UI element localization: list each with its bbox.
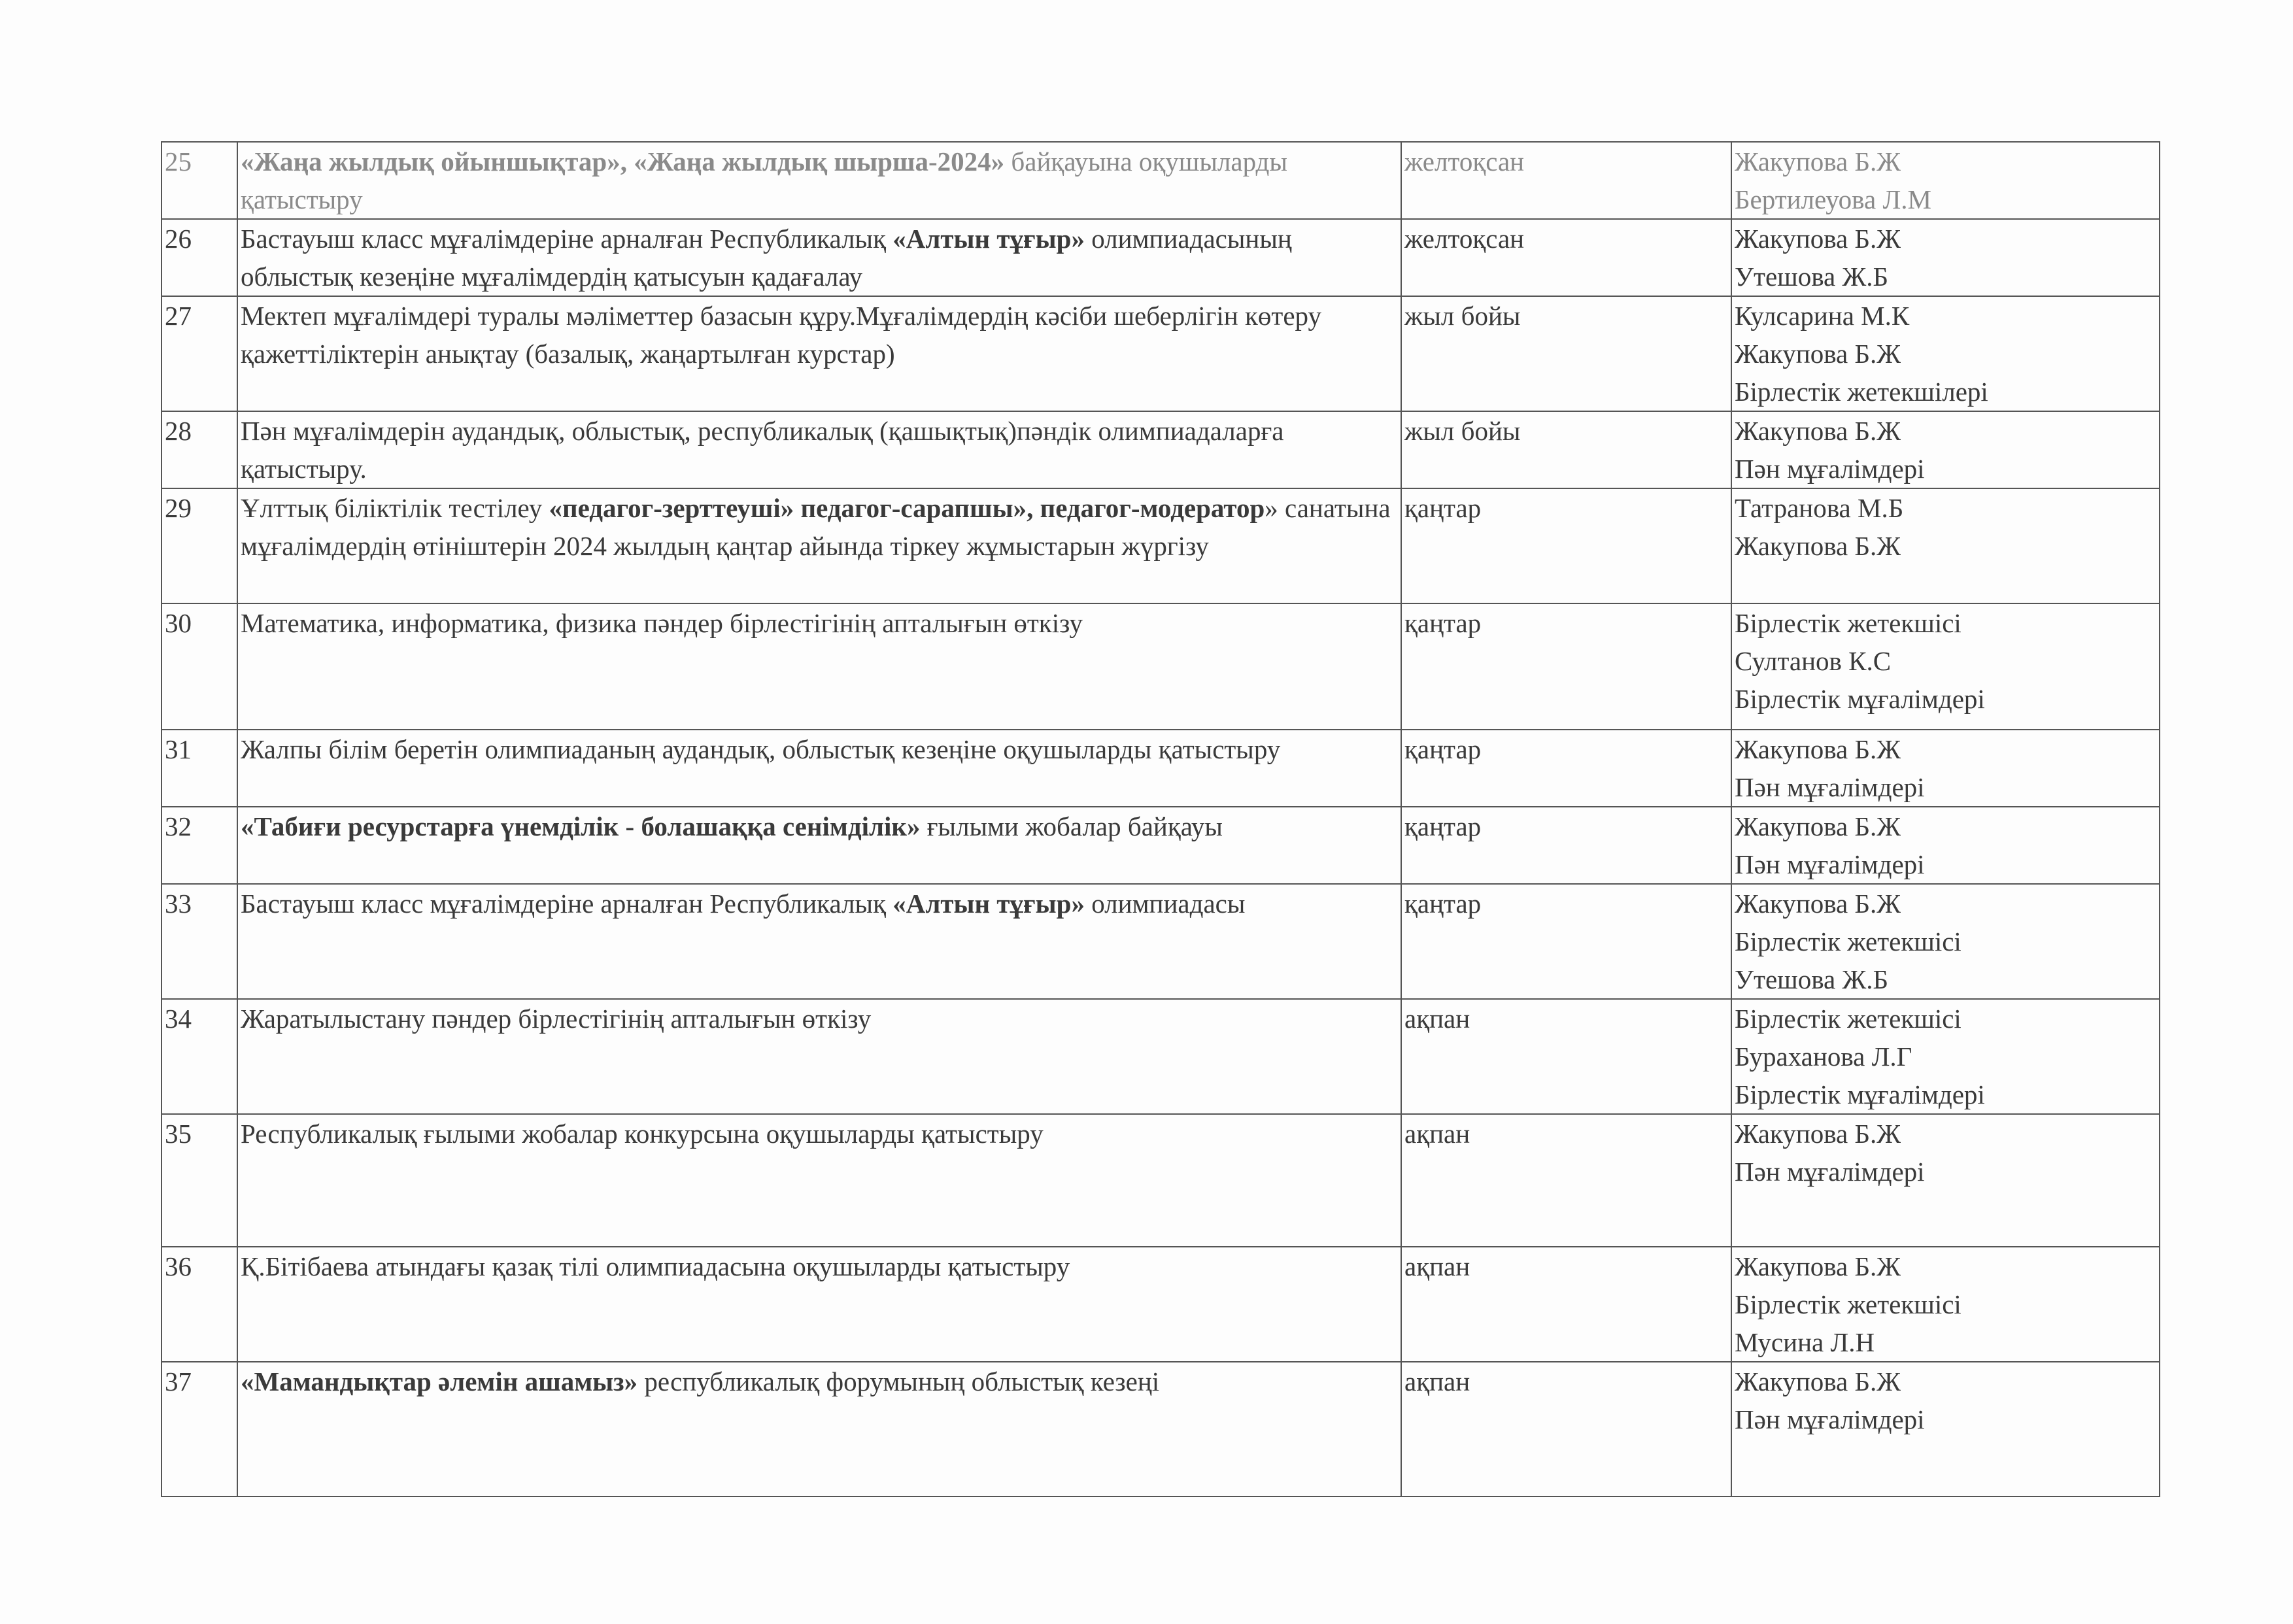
- table-row: [161, 730, 2160, 807]
- date-cell: ақпан: [1401, 999, 1731, 1114]
- row-number: 29: [161, 488, 237, 603]
- date-cell: жыл бойы: [1401, 411, 1731, 488]
- responsible-cell: Кулсарина М.К Жакупова Б.Ж Бірлестік жетекшілері: [1731, 296, 2160, 411]
- row-number: 27: [161, 296, 237, 411]
- date-cell: ақпан: [1401, 1247, 1731, 1362]
- responsible-cell: Жакупова Б.Ж Пән мұғалімдері: [1731, 1114, 2160, 1247]
- responsible-cell: Татранова М.Б Жакупова Б.Ж: [1731, 488, 2160, 603]
- date-cell: қаңтар: [1401, 603, 1731, 730]
- table-row: [161, 999, 2160, 1114]
- date-cell: желтоқсан: [1401, 142, 1731, 219]
- table-row: [161, 411, 2160, 488]
- responsible-cell: Жакупова Б.Ж Бертилеуова Л.М: [1731, 142, 2160, 219]
- row-number: 35: [161, 1114, 237, 1247]
- task-cell: Жалпы білім беретін олимпиаданың аудандық, облыстық кезеңіне оқушыларды қатыстыру: [237, 730, 1401, 807]
- responsible-cell: Жакупова Б.Ж Пән мұғалімдері: [1731, 807, 2160, 884]
- table-row: [161, 1247, 2160, 1362]
- date-cell: ақпан: [1401, 1114, 1731, 1247]
- date-cell: жыл бойы: [1401, 296, 1731, 411]
- date-cell: ақпан: [1401, 1362, 1731, 1497]
- row-number: 31: [161, 730, 237, 807]
- responsible-cell: Жакупова Б.Ж Пән мұғалімдері: [1731, 1362, 2160, 1497]
- responsible-cell: Жакупова Б.Ж Пән мұғалімдері: [1731, 411, 2160, 488]
- row-number: 37: [161, 1362, 237, 1497]
- task-cell: Жаратылыстану пәндер бірлестігінің апталығын өткізу: [237, 999, 1401, 1114]
- table-row: [161, 1362, 2160, 1497]
- table-row: [161, 1114, 2160, 1247]
- table-row: [161, 142, 2160, 219]
- task-cell: Республикалық ғылыми жобалар конкурсына оқушыларды қатыстыру: [237, 1114, 1401, 1247]
- task-cell: Ұлттық біліктілік тестілеу «педагог-зерттеуші» педагог-сарапшы», педагог-модератор» санатына мұғалімдердің өтініштерін 2024 жылдың қаңтар айында тіркеу жұмыстарын жүргізу: [237, 488, 1401, 603]
- row-number: 36: [161, 1247, 237, 1362]
- task-cell: Бастауыш класс мұғалімдеріне арналған Республикалық «Алтын тұғыр» олимпиадасының облыстық кезеңіне мұғалімдердің қатысуын қадағалау: [237, 219, 1401, 296]
- row-number: 25: [161, 142, 237, 219]
- task-cell: Бастауыш класс мұғалімдеріне арналған Республикалық «Алтын тұғыр» олимпиадасы: [237, 884, 1401, 999]
- row-number: 26: [161, 219, 237, 296]
- date-cell: желтоқсан: [1401, 219, 1731, 296]
- table-row: [161, 603, 2160, 730]
- task-cell: «Жаңа жылдық ойыншықтар», «Жаңа жылдық шырша-2024» байқауына оқушыларды қатыстыру: [237, 142, 1401, 219]
- table-row: [161, 807, 2160, 884]
- table-row: [161, 884, 2160, 999]
- table-row: [161, 488, 2160, 603]
- row-number: 28: [161, 411, 237, 488]
- task-cell: Мектеп мұғалімдері туралы мәліметтер базасын құру.Мұғалімдердің кәсіби шеберлігін көтеру қажеттіліктерін анықтау (базалық, жаңартылған курстар): [237, 296, 1401, 411]
- responsible-cell: Жакупова Б.Ж Пән мұғалімдері: [1731, 730, 2160, 807]
- work-plan-table: [161, 141, 2160, 1497]
- row-number: 34: [161, 999, 237, 1114]
- date-cell: қаңтар: [1401, 730, 1731, 807]
- row-number: 30: [161, 603, 237, 730]
- row-number: 33: [161, 884, 237, 999]
- task-cell: Математика, информатика, физика пәндер бірлестігінің апталығын өткізу: [237, 603, 1401, 730]
- responsible-cell: Бірлестік жетекшісі Султанов К.С Бірлестік мұғалімдері: [1731, 603, 2160, 730]
- row-number: 32: [161, 807, 237, 884]
- date-cell: қаңтар: [1401, 807, 1731, 884]
- task-cell: Пән мұғалімдерін аудандық, облыстық, республикалық (қашықтық)пәндік олимпиадаларға қатыстыру.: [237, 411, 1401, 488]
- date-cell: қаңтар: [1401, 884, 1731, 999]
- responsible-cell: Бірлестік жетекшісі Бураханова Л.Г Бірлестік мұғалімдері: [1731, 999, 2160, 1114]
- responsible-cell: Жакупова Б.Ж Бірлестік жетекшісі Мусина Л.Н: [1731, 1247, 2160, 1362]
- date-cell: қаңтар: [1401, 488, 1731, 603]
- task-cell: Қ.Бітібаева атындағы қазақ тілі олимпиадасына оқушыларды қатыстыру: [237, 1247, 1401, 1362]
- responsible-cell: Жакупова Б.Ж Утешова Ж.Б: [1731, 219, 2160, 296]
- task-cell: «Мамандықтар әлемін ашамыз» республикалық форумының облыстық кезеңі: [237, 1362, 1401, 1497]
- table-row: [161, 296, 2160, 411]
- responsible-cell: Жакупова Б.Ж Бірлестік жетекшісі Утешова Ж.Б: [1731, 884, 2160, 999]
- task-cell: «Табиғи ресурстарға үнемділік - болашаққа сенімділік» ғылыми жобалар байқауы: [237, 807, 1401, 884]
- table-row: [161, 219, 2160, 296]
